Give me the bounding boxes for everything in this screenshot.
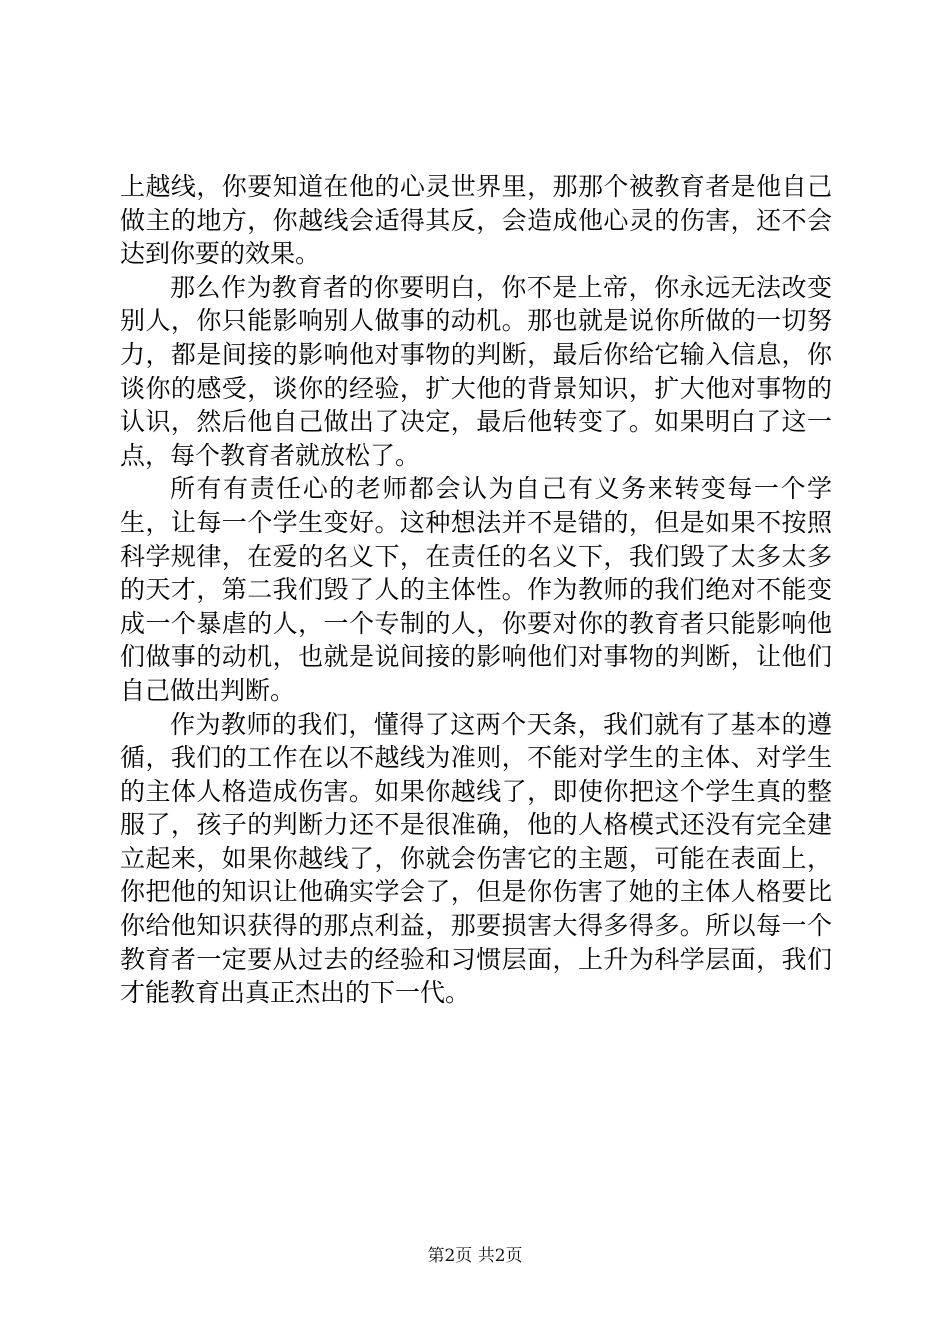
- paragraph-2: 那么作为教育者的你要明白，你不是上帝，你永远无法改变别人，你只能影响别人做事的动机。那也就是说你所做的一切努力，都是间接的影响他对事物的判断，最后你给它输入信息，你谈你的感受，谈你的经验，扩大他的背景知识，扩大他对事物的认识，然后他自己做出了决定，最后他转变了。如果明白了这一点，每个教育者就放松了。: [120, 272, 832, 470]
- document-body: [120, 170, 832, 1010]
- paragraph-1: 上越线，你要知道在他的心灵世界里，那那个被教育者是他自己做主的地方，你越线会适得其反，会造成他心灵的伤害，还不会达到你要的效果。: [120, 172, 832, 269]
- page-number-footer: 第2页 共2页: [427, 1246, 523, 1266]
- paragraph-3: 所有有责任心的老师都会认为自己有义务来转变每一个学生，让每一个学生变好。这种想法并不是错的，但是如果不按照科学规律，在爱的名义下，在责任的名义下，我们毁了太多太多的天才，第二我们毁了人的主体性。作为教师的我们绝对不能变成一个暴虐的人，一个专制的人，你要对你的教育者只能影响他们做事的动机，也就是说间接的影响他们对事物的判断，让他们自己做出判断。: [120, 474, 832, 705]
- paragraph-4: 作为教师的我们，懂得了这两个天条，我们就有了基本的遵循，我们的工作在以不越线为准则，不能对学生的主体、对学生的主体人格造成伤害。如果你越线了，即使你把这个学生真的整服了，孩子的判断力还不是很准确，他的人格模式还没有完全建立起来，如果你越线了，你就会伤害它的主题，可能在表面上，你把他的知识让他确实学会了，但是你伤害了她的主体人格要比你给他知识获得的那点利益，那要损害大得多得多。所以每一个教育者一定要从过去的经验和习惯层面，上升为科学层面，我们才能教育出真正杰出的下一代。: [120, 709, 832, 1008]
